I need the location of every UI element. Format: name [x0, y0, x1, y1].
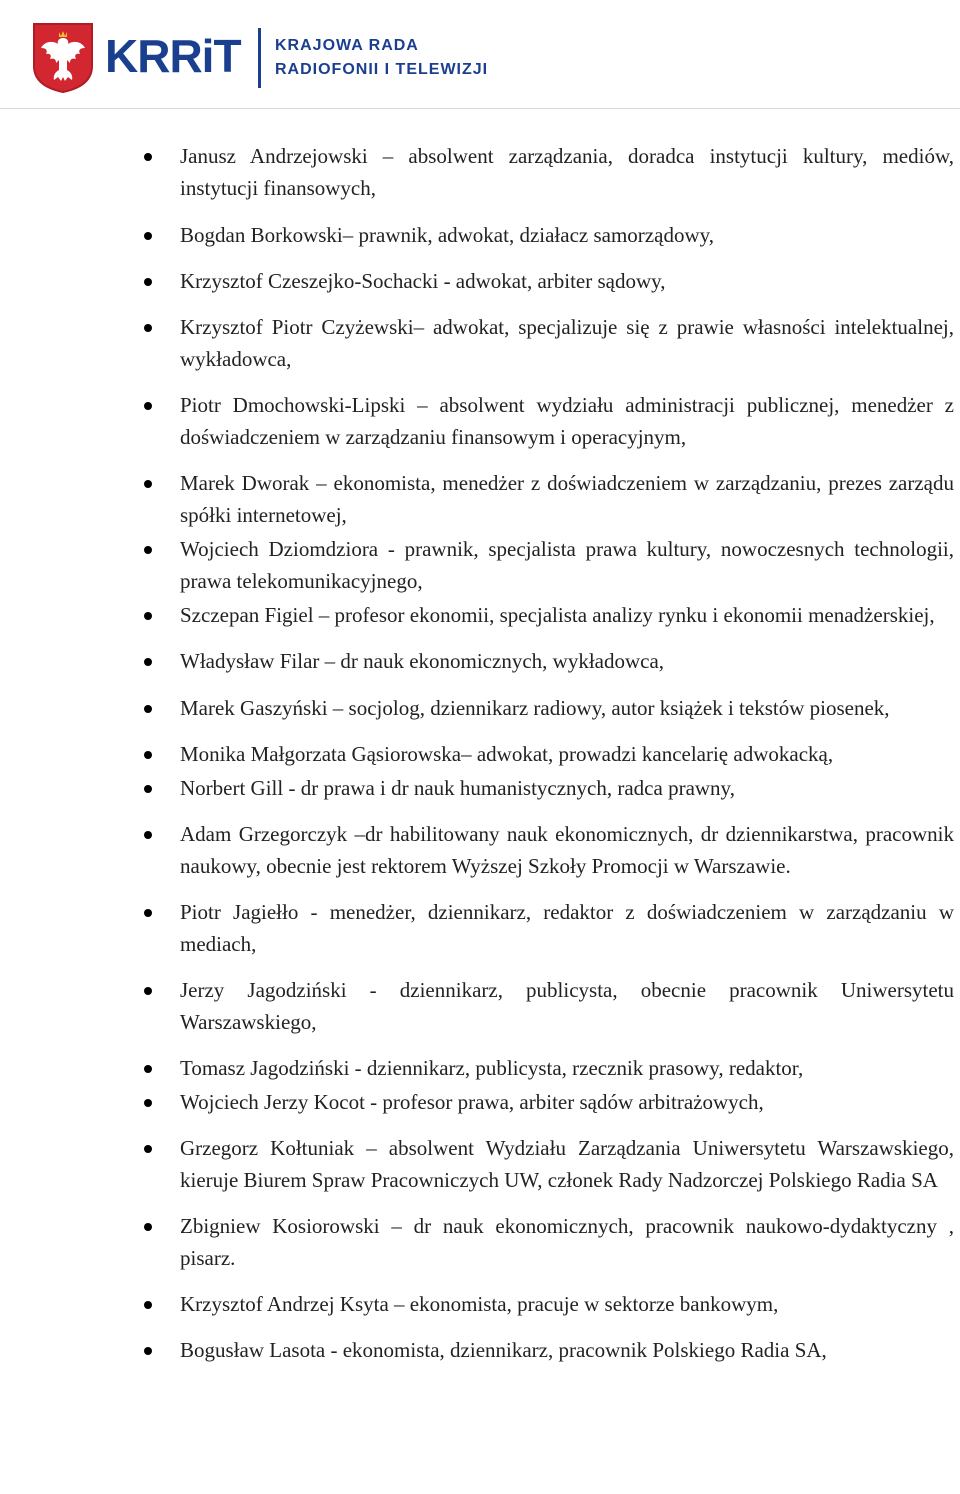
list-item: Krzysztof Piotr Czyżewski– adwokat, specjalizuje się z prawie własności intelektualnej, wykładowca, [0, 311, 960, 375]
list-item: Władysław Filar – dr nauk ekonomicznych, wykładowca, [0, 645, 960, 677]
list-item: Piotr Dmochowski-Lipski – absolwent wydziału administracji publicznej, menedżer z doświadczeniem w zarządzaniu finansowym i operacyjnym, [0, 389, 960, 453]
polish-eagle-emblem-icon [32, 22, 94, 94]
krrit-logo-text: KRRiT [105, 30, 241, 82]
logo-divider [258, 28, 261, 88]
candidate-list [0, 140, 960, 1366]
list-item: Adam Grzegorczyk –dr habilitowany nauk ekonomicznych, dr dziennikarstwa, pracownik naukowy, obecnie jest rektorem Wyższej Szkoły Promocji w Warszawie. [0, 818, 960, 882]
list-item: Wojciech Dziomdziora - prawnik, specjalista prawa kultury, nowoczesnych technologii, prawa telekomunikacyjnego, [0, 533, 960, 597]
header-divider [0, 108, 960, 109]
list-item: Zbigniew Kosiorowski – dr nauk ekonomicznych, pracownik naukowo-dydaktyczny , pisarz. [0, 1210, 960, 1274]
list-item: Marek Gaszyński – socjolog, dziennikarz radiowy, autor książek i tekstów piosenek, [0, 692, 960, 724]
list-item: Marek Dworak – ekonomista, menedżer z doświadczeniem w zarządzaniu, prezes zarządu spółki internetowej, [0, 467, 960, 531]
list-item: Piotr Jagiełło - menedżer, dziennikarz, redaktor z doświadczeniem w zarządzaniu w mediach, [0, 896, 960, 960]
list-item: Monika Małgorzata Gąsiorowska– adwokat, prowadzi kancelarię adwokacką, [0, 738, 960, 770]
list-item: Krzysztof Andrzej Ksyta – ekonomista, pracuje w sektorze bankowym, [0, 1288, 960, 1320]
list-item: Norbert Gill - dr prawa i dr nauk humanistycznych, radca prawny, [0, 772, 960, 804]
list-item: Tomasz Jagodziński - dziennikarz, publicysta, rzecznik prasowy, redaktor, [0, 1052, 960, 1084]
list-item: Wojciech Jerzy Kocot - profesor prawa, arbiter sądów arbitrażowych, [0, 1086, 960, 1118]
organization-name-line-2: RADIOFONII I TELEWIZJI [275, 61, 489, 78]
list-item: Bogdan Borkowski– prawnik, adwokat, działacz samorządowy, [0, 219, 960, 251]
list-item: Szczepan Figiel – profesor ekonomii, specjalista analizy rynku i ekonomii menadżerskiej, [0, 599, 960, 631]
list-item: Grzegorz Kołtuniak – absolwent Wydziału Zarządzania Uniwersytetu Warszawskiego, kieruje Biurem Spraw Pracowniczych UW, członek Rady Nadzorczej Polskiego Radia SA [0, 1132, 960, 1196]
page-header [0, 0, 960, 110]
organization-name-line-1: KRAJOWA RADA [275, 37, 419, 54]
organization-name [275, 34, 488, 82]
krrit-logo [105, 28, 241, 84]
list-item: Janusz Andrzejowski – absolwent zarządzania, doradca instytucji kultury, mediów, instytucji finansowych, [0, 140, 960, 204]
list-item: Jerzy Jagodziński - dziennikarz, publicysta, obecnie pracownik Uniwersytetu Warszawskiego, [0, 974, 960, 1038]
list-item: Bogusław Lasota - ekonomista, dziennikarz, pracownik Polskiego Radia SA, [0, 1334, 960, 1366]
list-item: Krzysztof Czeszejko-Sochacki - adwokat, arbiter sądowy, [0, 265, 960, 297]
